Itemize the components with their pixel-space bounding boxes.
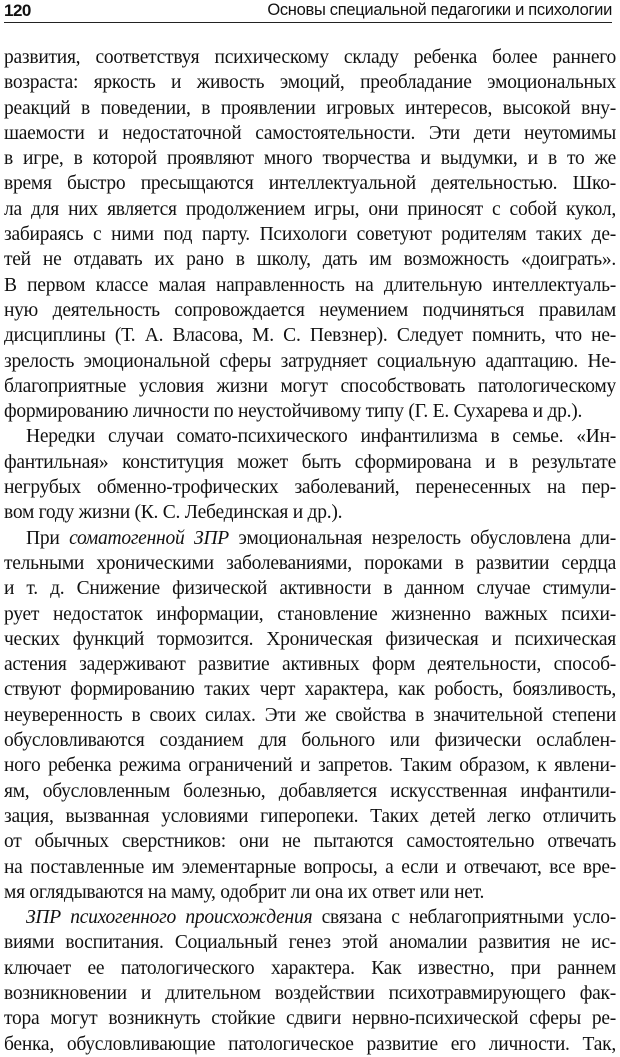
text-line-content: негрубых обменно-трофических заболеваний, перенесенных на пер- [4,477,616,499]
text-line-content: связана с неблагоприятными усло- [312,907,616,929]
text-line-content: в игре, в которой проявляют много творчества и выдумки, и в то же [4,148,616,170]
text-line-content: от обычных сверстников: они не пытаются самостоятельно отвечать [4,831,616,853]
text-line [4,298,616,323]
text-line [4,70,616,95]
text-line [4,247,616,272]
text-line-content: вом году жизни (К. С. Лебединская и др.). [4,502,343,524]
text-line [4,855,616,880]
text-line [4,576,616,601]
text-line [4,349,616,374]
text-line [4,96,616,121]
text-line [4,424,616,449]
text-line [4,956,616,981]
running-header [4,0,612,23]
italic-term: ЗПР психогенного происхождения [26,907,313,929]
text-line-content: обусловливаются созданием для больного или физически ослаблен- [4,730,616,752]
text-line [4,905,616,930]
text-line-content: формированию личности по неустойчивому типу (Г. Е. Сухарева и др.). [4,401,583,423]
text-line-content: на поставленные им элементарные вопросы, а если и отвечают, все вре- [4,856,616,878]
text-line [4,1032,616,1057]
text-line [4,475,616,500]
text-line [4,273,616,298]
text-line [4,121,616,146]
text-line-content: шаемости и недостаточной самостоятельности. Эти дети неутомимы [4,122,616,144]
text-line-content: реакций в поведении, в проявлении игровых интересов, высокой вну- [4,97,616,119]
text-line-content: виями воспитания. Социальный генез этой аномалии развития не ис- [4,932,616,954]
italic-term: соматогенной ЗПР [69,527,229,549]
text-line-lead: При [26,527,70,549]
text-line-content: Нередки случаи сомато-психического инфантилизма в семье. «Ин- [26,426,616,448]
text-line-content: развития, соответствуя психическому складу ребенка более раннего [4,47,616,68]
text-line-content: благоприятные условия жизни могут способствовать патологическому [4,375,616,397]
text-line [4,652,616,677]
text-line-content: тора могут возникнуть стойкие сдвиги нервно-психической сферы ре- [4,1008,616,1030]
text-line [4,526,616,551]
body-text [4,45,616,1057]
text-line-content: ла для них является продолжением игры, они приносят с собой кукол, [4,198,616,220]
text-line [4,804,616,829]
text-line-content: время быстро пресыщаются интеллектуальной деятельностью. Шко- [4,173,616,195]
text-line [4,399,616,424]
text-line-content: В первом классе малая направленность на длительную интеллектуаль- [4,274,616,296]
text-line-content: и т. д. Снижение физической активности в данном случае стимули- [4,578,616,600]
text-line-content: тей не отдавать их рано в школу, дать им возможность «доиграть». [4,249,616,271]
text-line [4,374,616,399]
running-title: Основы специальной педагогики и психологии [267,1,612,19]
text-line [4,146,616,171]
text-line [4,703,616,728]
text-line [4,627,616,652]
text-line [4,602,616,627]
text-line [4,677,616,702]
text-line-content: рует недостаток информации, становление жизненно важных психи- [4,603,616,625]
text-line [4,1006,616,1031]
text-line [4,728,616,753]
text-line [4,930,616,955]
text-line-content: забираясь с ними под парту. Психологи советуют родителям таких де- [4,224,616,246]
text-line-content: астения задерживают развитие активных форм деятельности, способ- [4,654,616,676]
text-line-content: ствуют формированию таких черт характера, как робость, боязливость, [4,679,616,701]
text-line [4,500,616,525]
text-line-content: возраста: яркость и живость эмоций, преобладание эмоциональных [4,72,616,94]
text-line-content: бенка, обусловливающие патологическое развитие его личности. Так, [4,1033,616,1055]
text-line [4,779,616,804]
text-line-content: зация, вызванная условиями гиперопеки. Таких детей легко отличить [4,805,616,827]
text-line [4,981,616,1006]
text-line [4,222,616,247]
text-line [4,829,616,854]
text-line-content: ную деятельность сопровождается неумением подчиняться правилам [4,299,616,321]
text-line-content: ческих функций тормозится. Хроническая физическая и психическая [4,628,616,650]
text-line-content: эмоциональная незрелость обусловлена дли- [228,527,616,549]
text-line [4,323,616,348]
text-line-content: фантильная» конституция может быть сформирована и в результате [4,451,616,473]
text-line-content: зрелость эмоциональной сферы затрудняет социальную адаптацию. Не- [4,350,616,372]
text-line [4,197,616,222]
text-line-content: ям, обусловленным болезнью, добавляется искусственная инфантили- [4,780,616,802]
text-line [4,450,616,475]
text-line [4,171,616,196]
text-line-content: ключает ее патологического характера. Как известно, при раннем [4,957,616,979]
text-line-content: мя оглядываются на маму, одобрит ли она их ответ или нет. [4,881,485,903]
text-line-content: возникновении и длительном воздействии психотравмирующего фак- [4,982,616,1004]
text-line-content: тельными хроническими заболеваниями, пороками в развитии сердца [4,552,616,574]
text-line [4,753,616,778]
text-line-content: дисциплины (Т. А. Власова, М. С. Певзнер). Следует помнить, что не- [4,325,616,347]
text-line [4,551,616,576]
page-number: 120 [4,1,31,20]
text-line [4,880,616,905]
text-line-content: ного ребенка режима ограничений и запретов. Таким образом, к явлени- [4,755,616,777]
text-line [4,45,616,70]
text-line-content: неуверенность в своих силах. Эти же свойства в значительной степени [4,704,616,726]
